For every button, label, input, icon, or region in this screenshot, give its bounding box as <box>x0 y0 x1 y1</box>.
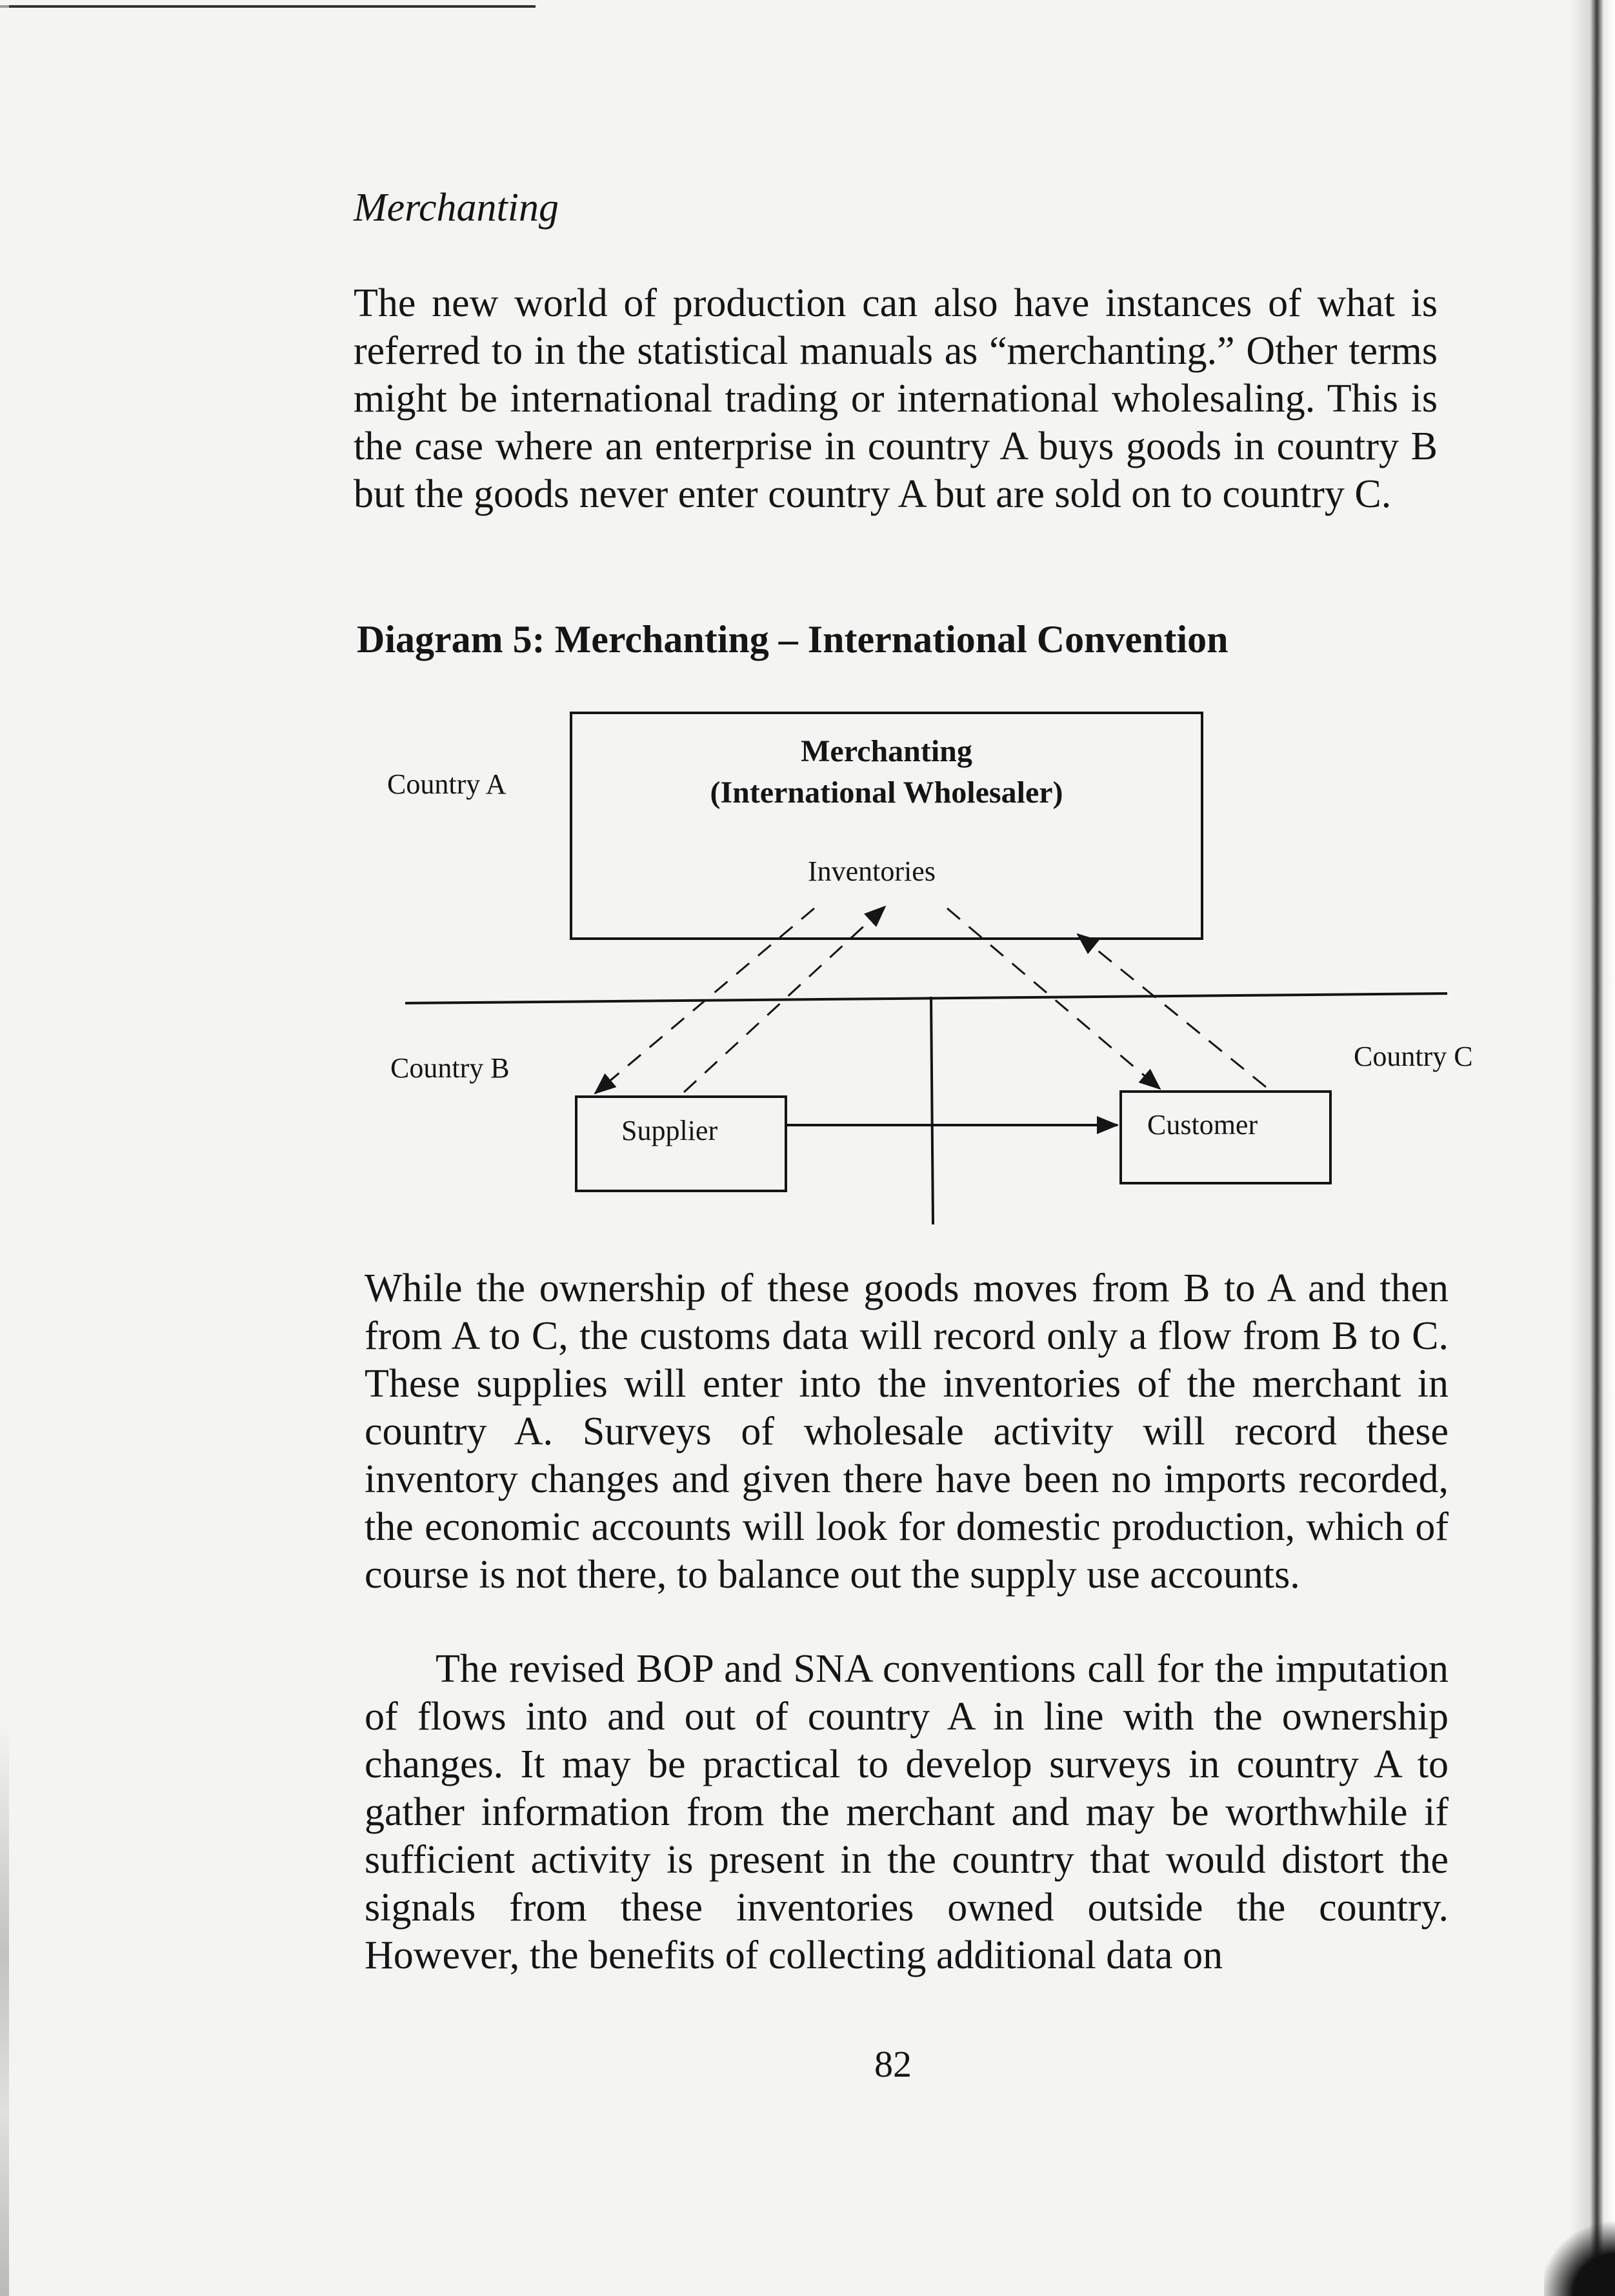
country-a-label: Country A <box>387 768 507 800</box>
diagram-title: Diagram 5: Merchanting – International Convention <box>357 618 1229 661</box>
country-c-label: Country C <box>1354 1041 1473 1072</box>
scan-left-edge <box>0 0 9 2296</box>
payment-a-to-b-arrow <box>595 908 814 1093</box>
section-title: Merchanting <box>354 186 559 230</box>
merchanting-title-line1: Merchanting <box>801 734 972 768</box>
paragraph-conventions: The revised BOP and SNA conventions call for the imputation of flows into and out of country A in line with the ownership changes. It may be practical to develop surveys in country A to gather information from the merchant and may be worthwhile if sufficient activity is present in the country that would distort the signals from these inventories owned outside the country. However, the benefits of collecting additional data on <box>365 1647 1449 1977</box>
book-corner-shadow <box>1544 2219 1615 2296</box>
ownership-b-to-a-arrow <box>684 906 885 1092</box>
payment-c-to-a-arrow <box>1078 934 1266 1087</box>
ownership-a-to-c-arrow <box>947 908 1160 1089</box>
scan-edge-line <box>0 5 536 8</box>
page-number: 82 <box>874 2043 912 2085</box>
border-a-horizontal <box>405 993 1447 1003</box>
book-spine-shadow <box>1570 0 1615 2296</box>
merchanting-box-title <box>571 731 1202 814</box>
supplier-label: Supplier <box>621 1115 718 1146</box>
inventories-label: Inventories <box>808 855 936 887</box>
border-b-c-vertical <box>931 997 933 1224</box>
paragraph-intro: The new world of production can also have instances of what is referred to in the statistical manuals as “merchanting.” Other terms might be international trading or international wholesaling. This is the case where an enterprise in country A buys goods in country B but the goods never enter country A but are sold on to country C. <box>354 281 1438 516</box>
merchanting-title-line2: (International Wholesaler) <box>710 775 1063 810</box>
paragraph-ownership: While the ownership of these goods moves from B to A and then from A to C, the customs data will record only a flow from B to C. These supplies will enter into the inventories of the merchant in country A. Surveys of wholesale activity will record these inventory changes and given there have been no imports recorded, the economic accounts will look for domestic production, which of course is not there, to balance out the supply use accounts. <box>365 1266 1449 1597</box>
customer-label: Customer <box>1147 1109 1258 1141</box>
country-b-label: Country B <box>390 1052 510 1084</box>
